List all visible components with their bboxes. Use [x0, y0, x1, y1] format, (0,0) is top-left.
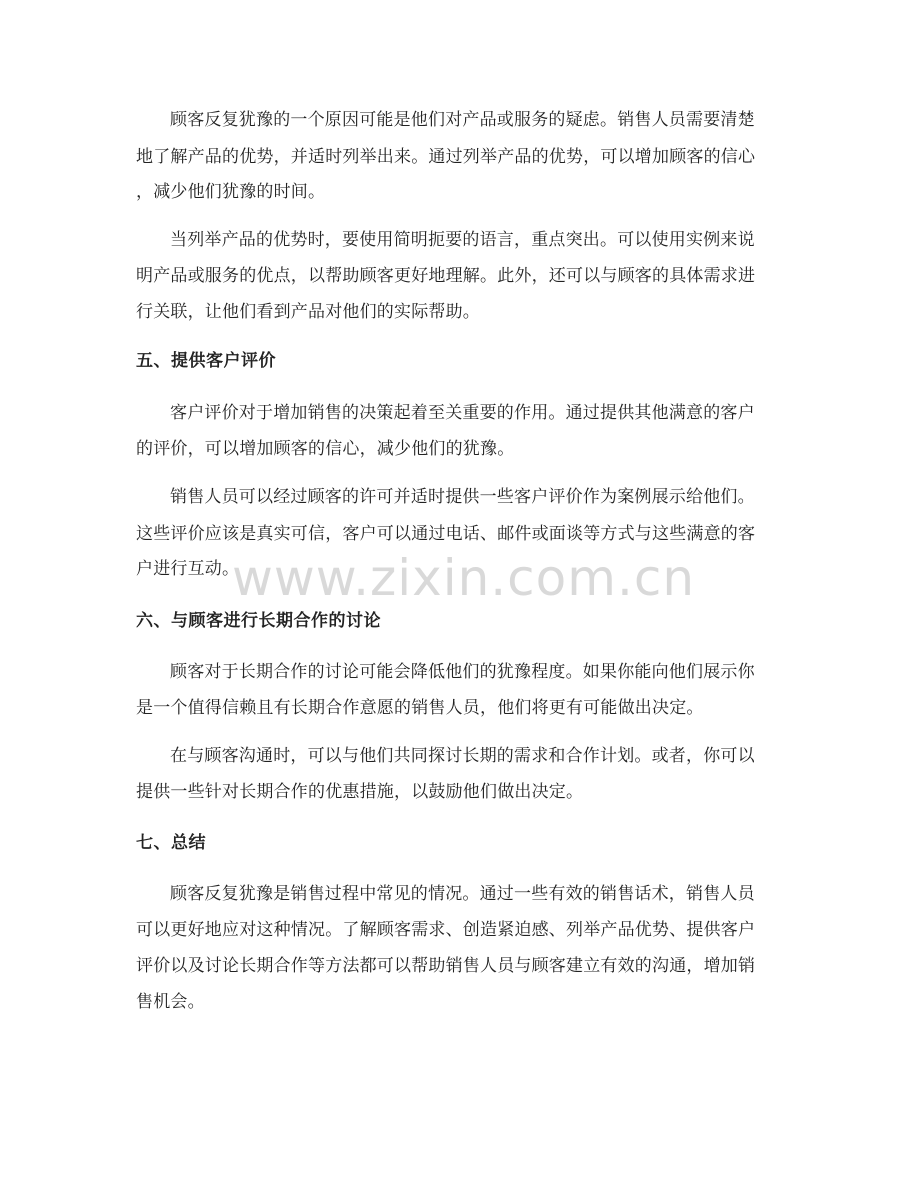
- paragraph-line: 提供一些针对长期合作的优惠措施，以鼓励他们做出决定。: [136, 782, 584, 802]
- paragraph-line: 是一个值得信赖且有长期合作意愿的销售人员，他们将更有可能做出决定。: [136, 698, 704, 718]
- watermark: www.zixin.com.cn: [232, 549, 696, 607]
- paragraph-line: 顾客反复犹豫是销售过程中常见的情况。通过一些有效的销售话术，销售人员: [170, 884, 755, 904]
- paragraph-line: 的评价，可以增加顾客的信心，减少他们的犹豫。: [136, 439, 515, 459]
- paragraph-line: 可以更好地应对这种情况。了解顾客需求、创造紧迫感、列举产品优势、提供客户: [136, 920, 756, 940]
- section-heading: 六、与顾客进行长期合作的讨论: [136, 611, 381, 631]
- section-heading: 七、总结: [136, 833, 206, 853]
- section-heading: 五、提供客户评价: [136, 351, 276, 371]
- paragraph-line: 地了解产品的优势，并适时列举出来。通过列举产品的优势，可以增加顾客的信心: [136, 147, 756, 167]
- paragraph-line: 当列举产品的优势时，要使用简明扼要的语言，重点突出。可以使用实例来说: [170, 230, 755, 250]
- paragraph-line: 这些评价应该是真实可信，客户可以通过电话、邮件或面谈等方式与这些满意的客: [136, 524, 756, 544]
- paragraph-line: 客户评价对于增加销售的决策起着至关重要的作用。通过提供其他满意的客户: [170, 403, 755, 423]
- paragraph-line: 在与顾客沟通时，可以与他们共同探讨长期的需求和合作计划。或者，你可以: [170, 746, 755, 766]
- paragraph-line: 顾客对于长期合作的讨论可能会降低他们的犹豫程度。如果你能向他们展示你: [170, 662, 755, 682]
- paragraph-line: 评价以及讨论长期合作等方法都可以帮助销售人员与顾客建立有效的沟通，增加销: [136, 956, 756, 976]
- paragraph-line: 销售人员可以经过顾客的许可并适时提供一些客户评价作为案例展示给他们。: [170, 487, 755, 507]
- paragraph-line: 售机会。: [136, 992, 205, 1012]
- paragraph-line: 顾客反复犹豫的一个原因可能是他们对产品或服务的疑虑。销售人员需要清楚: [170, 110, 755, 130]
- paragraph-line: 明产品或服务的优点，以帮助顾客更好地理解。此外，还可以与顾客的具体需求进: [136, 266, 756, 286]
- paragraph-line: ，减少他们犹豫的时间。: [136, 182, 326, 202]
- paragraph-line: 户进行互动。: [136, 559, 240, 579]
- paragraph-line: 行关联，让他们看到产品对他们的实际帮助。: [136, 302, 480, 322]
